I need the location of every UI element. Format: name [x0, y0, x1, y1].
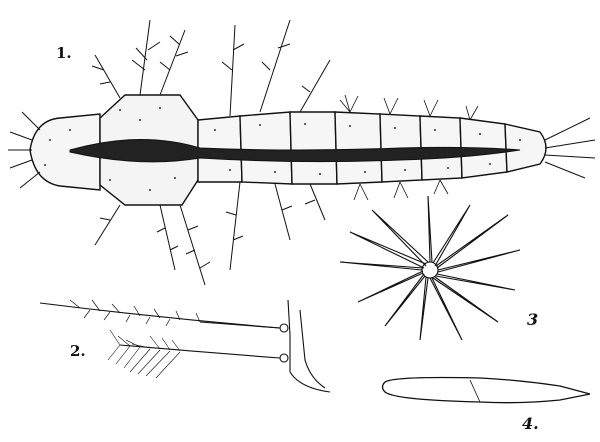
figure-label-2: 2. — [70, 342, 86, 360]
hair-upper — [40, 303, 280, 328]
tail-bristles — [545, 118, 595, 178]
figure-label-3: 3 — [527, 310, 539, 329]
figure-label-1: 1. — [56, 44, 72, 62]
hair-stalk — [288, 300, 330, 392]
abdomen-segment-3 — [290, 112, 337, 184]
abdomen-segment-4 — [335, 112, 382, 184]
figure-4-scale — [383, 378, 591, 403]
hair-socket-lower — [280, 354, 288, 362]
hair-socket-upper — [280, 324, 288, 332]
figure-1-larva — [8, 20, 595, 285]
figure-label-4: 4. — [522, 414, 539, 433]
abdomen-segment-8 — [505, 124, 546, 172]
abdomen-segment-2 — [240, 112, 292, 184]
figure-3-palmate-hair — [340, 196, 520, 340]
